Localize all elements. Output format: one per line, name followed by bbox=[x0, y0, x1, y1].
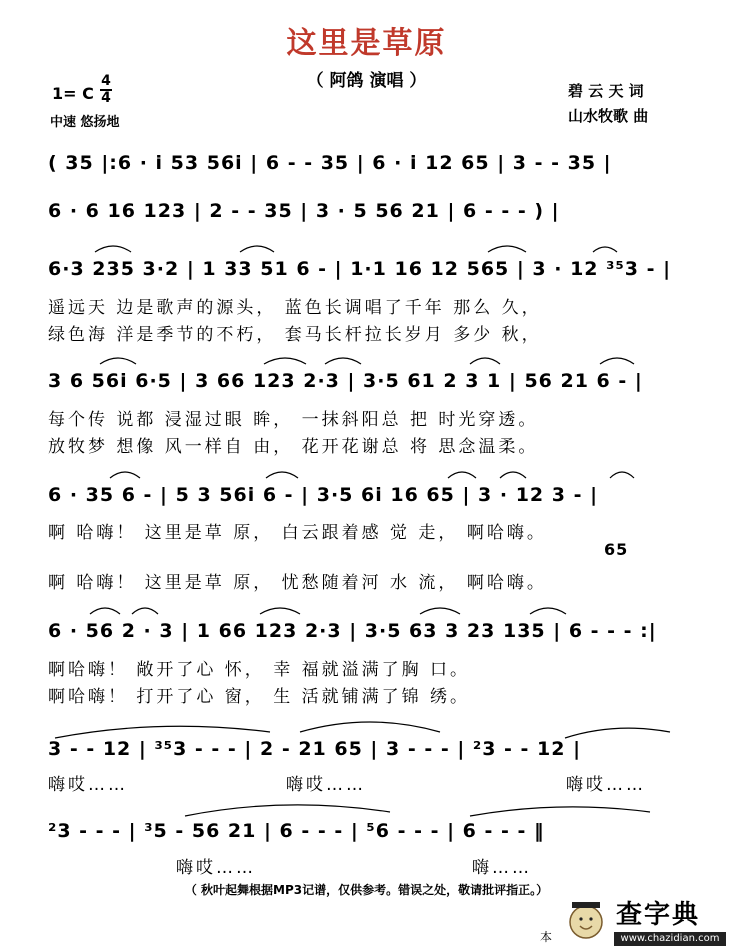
notation-row-2: 6 · 6 16 123 | 2 - - 35 | 3 · 5 56 21 | 6 - - - ) | bbox=[48, 200, 560, 222]
notation-row-6: 6 · 56 2 · 3 | 1 66 123 2·3 | 3·5 63 3 23 135 | 6 - - - :| bbox=[48, 620, 657, 642]
lyric-row-8-a: 嗨哎…… bbox=[176, 858, 256, 878]
notation-row-3: 6·3 235 3·2 | 1 33 51 6 - | 1·1 16 12 565 | 3 · 12 ³⁵3 - | bbox=[48, 258, 672, 280]
notation-row-8: ²3 - - - | ³5 - 56 21 | 6 - - - | ⁵6 - - - | 6 - - - ‖ bbox=[48, 820, 545, 842]
notation-row-1: ( 35 |:6 · i 53 56i | 6 - - 35 | 6 · i 12 65 | 3 - - 35 | bbox=[48, 152, 612, 174]
bottom-label: 本 bbox=[540, 930, 553, 944]
slur-arc bbox=[565, 728, 670, 738]
footnote: （ 秋叶起舞根据MP3记谱，仅供参考。错误之处，敬请批评指正。） bbox=[184, 883, 549, 897]
lyric-row-5-verse-1: 啊 哈嗨！ 这里是草 原， 白云跟着感 觉 走， 啊哈嗨。 bbox=[48, 523, 547, 543]
notation-row-4: 3 6 56i 6·5 | 3 66 123 2·3 | 3·5 61 2 3 1 | 56 21 6 - | bbox=[48, 370, 643, 392]
slur-arc bbox=[185, 805, 390, 816]
singer-line: （ 阿鸽 演唱 ） bbox=[306, 71, 427, 91]
lyric-row-3-verse-1: 遥远天 边是歌声的源头， 蓝色长调唱了千年 那么 久， bbox=[48, 298, 542, 318]
site-logo bbox=[560, 892, 733, 952]
logo-url: www.chazidian.com bbox=[614, 932, 726, 946]
composer-credit: 山水牧歌 曲 bbox=[568, 107, 649, 125]
slur-arc bbox=[500, 472, 526, 478]
lyric-row-7-c: 嗨哎…… bbox=[566, 775, 646, 795]
song-title: 这里是草原 bbox=[286, 26, 447, 61]
slur-arc bbox=[100, 358, 136, 364]
slur-arc bbox=[488, 246, 526, 252]
slur-arc bbox=[266, 472, 298, 478]
lyric-row-4-verse-2: 放牧梦 想像 风一样自 由， 花开花谢总 将 思念温柔。 bbox=[48, 437, 539, 457]
lyricist-credit: 碧 云 天 词 bbox=[568, 82, 644, 100]
notation-row-7: 3 - - 12 | ³⁵3 - - - | 2 - 21 65 | 3 - - - | ²3 - - 12 | bbox=[48, 738, 582, 760]
slur-arc bbox=[325, 358, 361, 364]
lyric-row-6-verse-2: 啊哈嗨！ 打开了心 窗， 生 活就铺满了锦 绣。 bbox=[48, 687, 471, 707]
lyric-row-8-b: 嗨…… bbox=[472, 858, 532, 878]
lyric-row-5-verse-2: 啊 哈嗨！ 这里是草 原， 忧愁随着河 水 流， 啊哈嗨。 bbox=[48, 573, 547, 593]
key-signature: 1= C bbox=[52, 84, 94, 103]
slur-arc bbox=[95, 246, 131, 252]
slur-arc bbox=[55, 726, 270, 738]
slur-arc bbox=[240, 246, 274, 252]
tempo-marking: 中速 悠扬地 bbox=[50, 115, 120, 130]
meter-top: 4 bbox=[101, 73, 111, 89]
slur-arc bbox=[610, 472, 634, 478]
lyric-row-4-verse-1: 每个传 说都 浸湿过眼 眸， 一抹斜阳总 把 时光穿透。 bbox=[48, 410, 539, 430]
slur-arc bbox=[470, 358, 500, 364]
slur-arc bbox=[530, 608, 566, 614]
notation-row-5: 6 · 35 6 - | 5 3 56i 6 - | 3·5 6i 16 65 | 3 · 12 3 - | bbox=[48, 484, 599, 506]
alt-notes: 65 bbox=[604, 540, 629, 559]
slur-arc bbox=[593, 247, 617, 252]
slur-arc bbox=[448, 472, 476, 478]
meter-bottom: 4 bbox=[101, 90, 111, 106]
slur-arc bbox=[300, 722, 440, 732]
slur-arc bbox=[600, 358, 634, 364]
slur-arc bbox=[132, 608, 158, 614]
logo-text: 查字典 bbox=[616, 900, 701, 930]
slur-arc bbox=[470, 807, 650, 816]
scholar-icon bbox=[560, 892, 612, 950]
lyric-row-3-verse-2: 绿色海 洋是季节的不朽， 套马长杆拉长岁月 多少 秋， bbox=[48, 325, 542, 345]
lyric-row-7-a: 嗨哎…… bbox=[48, 775, 128, 795]
lyric-row-6-verse-1: 啊哈嗨！ 敞开了心 怀， 幸 福就溢满了胸 口。 bbox=[48, 660, 471, 680]
slur-arc bbox=[260, 608, 300, 614]
lyric-row-7-b: 嗨哎…… bbox=[286, 775, 366, 795]
slur-arc bbox=[90, 608, 120, 614]
slur-arc bbox=[264, 358, 306, 364]
slur-arc bbox=[110, 472, 140, 478]
slur-arc bbox=[420, 608, 460, 614]
